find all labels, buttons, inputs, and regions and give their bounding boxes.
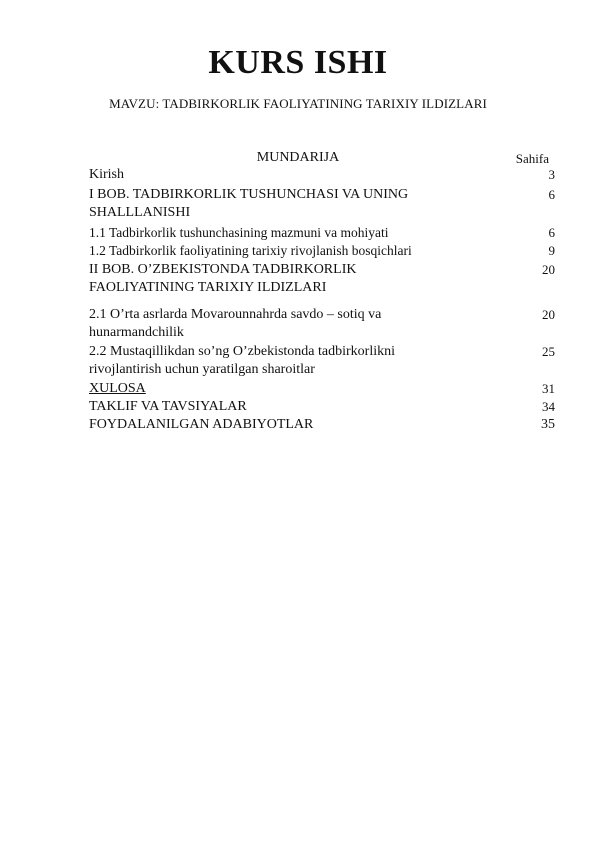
toc-entry-page: 34 xyxy=(542,399,555,414)
toc-heading: MUNDARIJA xyxy=(256,150,340,165)
toc-entry-text: Kirish xyxy=(89,167,124,182)
toc-entry-chapter-2[interactable] xyxy=(89,261,555,297)
toc-entry-references[interactable] xyxy=(89,416,555,434)
toc-entry-page: 3 xyxy=(548,167,555,182)
toc-entry-recommendations[interactable] xyxy=(89,398,555,416)
toc-entry-text: I BOB. TADBIRKORLIK TUSHUNCHASI VA UNING SHALLLANISHI xyxy=(89,187,409,220)
toc-entry-text: 2.2 Mustaqillikdan so’ng O’zbekistonda tadbirkorlikni rivojlantirish uchun yaratilgan sharoitlar xyxy=(89,344,396,377)
toc-entry-text: FOYDALANILGAN ADABIYOTLAR xyxy=(89,417,314,432)
toc-entry-text: 2.1 O’rta asrlarda Movarounnahrda savdo – sotiq va hunarmandchilik xyxy=(89,307,382,340)
topic-subtitle: MAVZU: TADBIRKORLIK FAOLIYATINING TARIXIY ILDIZLARI xyxy=(109,96,487,111)
toc-entry-page: 31 xyxy=(542,381,555,396)
toc-entry-page: 20 xyxy=(542,262,555,277)
toc-entry-page: 9 xyxy=(548,243,555,258)
toc-entry-text: 1.2 Tadbirkorlik faoliyatining tarixiy rivojlanish bosqichlari xyxy=(89,243,412,258)
toc-entry-page: 20 xyxy=(542,307,555,322)
toc-entry-section-2-2[interactable] xyxy=(89,343,555,379)
toc-entry-section-1-2[interactable] xyxy=(89,242,555,260)
toc-entry-page: 25 xyxy=(542,344,555,359)
toc-entry-section-1-1[interactable] xyxy=(89,224,555,242)
toc-entry-text: II BOB. O’ZBEKISTONDA TADBIRKORLIK FAOLIYATINING TARIXIY ILDIZLARI xyxy=(89,262,357,295)
toc-entry-page: 6 xyxy=(548,187,555,202)
toc-entry-introduction[interactable] xyxy=(89,166,555,184)
document-title: KURS ISHI xyxy=(208,44,388,81)
toc-entry-chapter-1[interactable] xyxy=(89,186,555,222)
toc-entry-text: XULOSA xyxy=(89,381,146,396)
page-column-label: Sahifa xyxy=(515,151,549,166)
toc-entry-text: TAKLIF VA TAVSIYALAR xyxy=(89,399,247,414)
toc-entry-page: 6 xyxy=(548,225,555,240)
toc-entry-page: 35 xyxy=(541,417,555,432)
toc-entry-section-2-1[interactable] xyxy=(89,306,555,342)
toc-entry-conclusion[interactable] xyxy=(89,380,555,398)
toc-entry-text: 1.1 Tadbirkorlik tushunchasining mazmuni va mohiyati xyxy=(89,225,389,240)
